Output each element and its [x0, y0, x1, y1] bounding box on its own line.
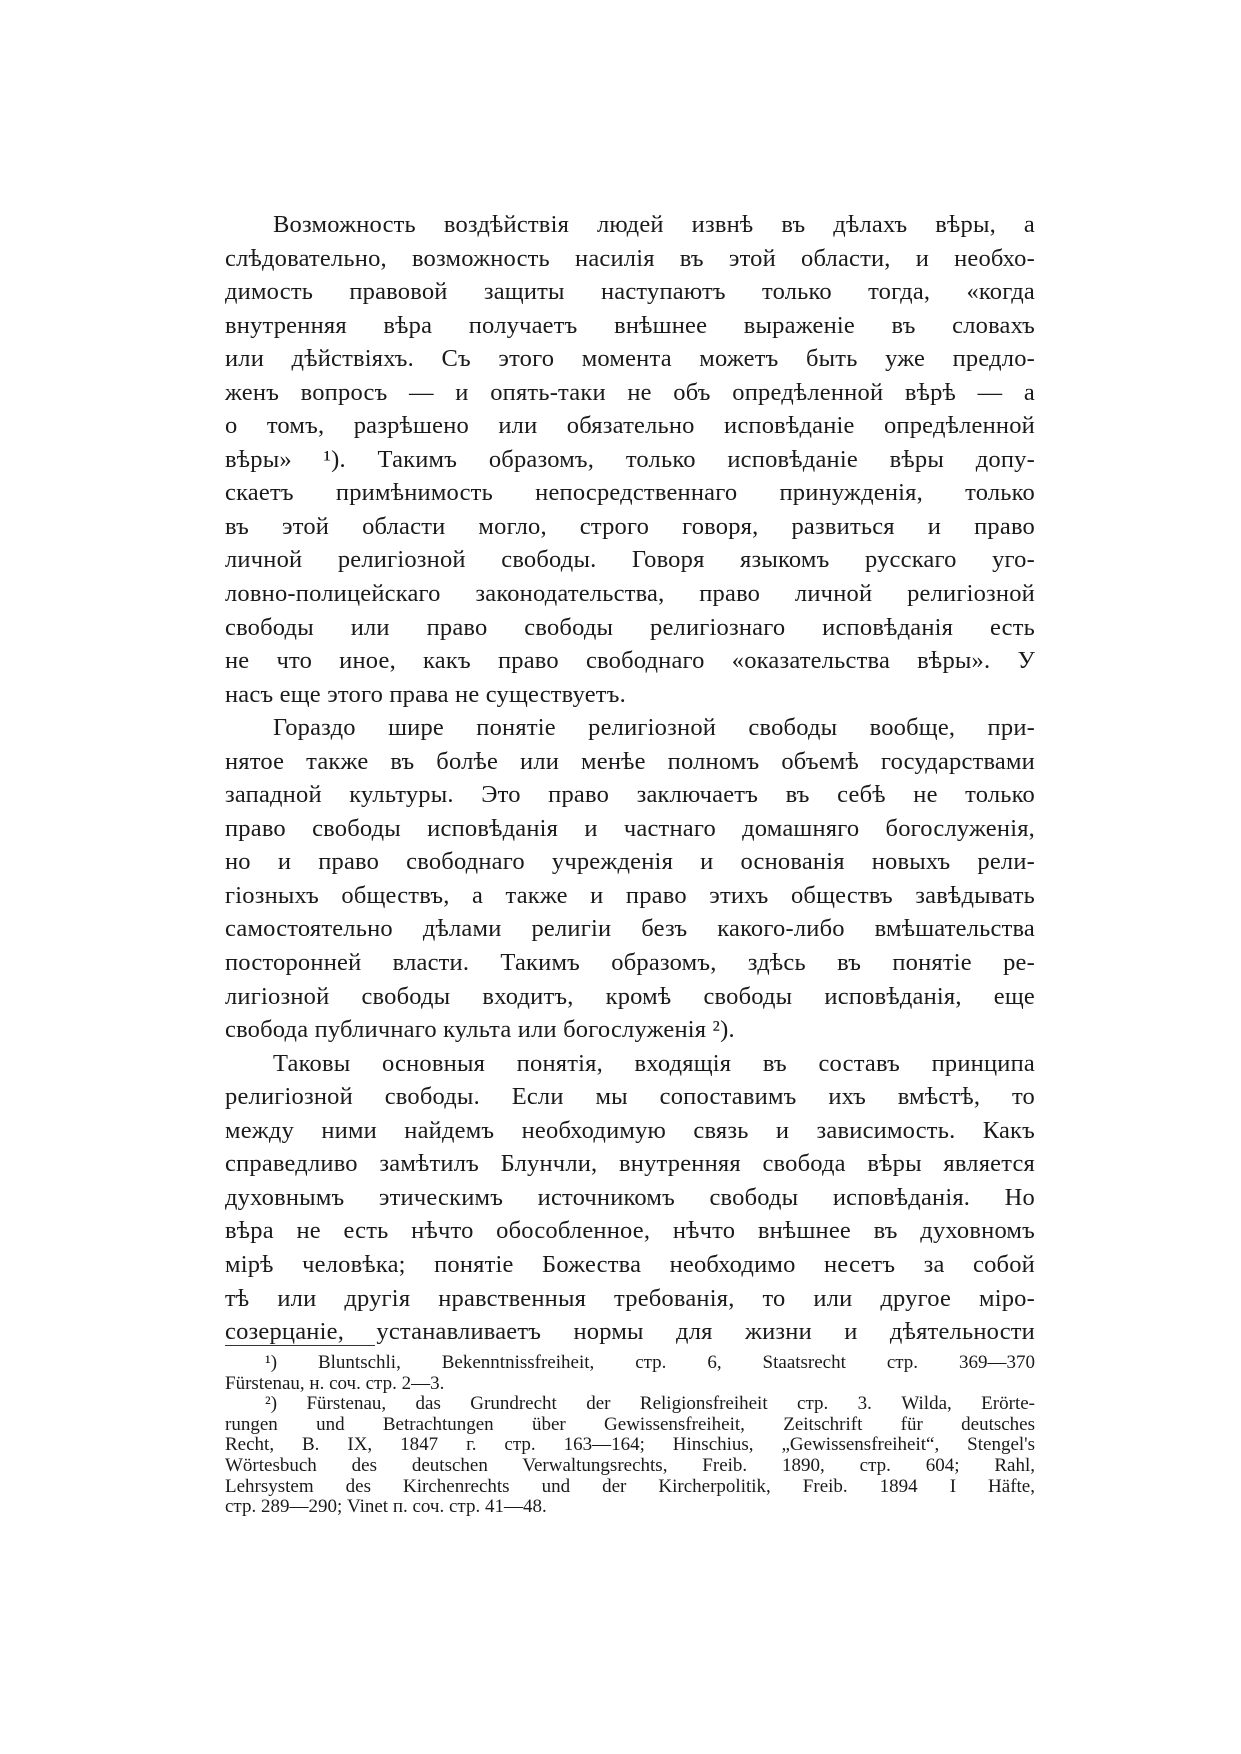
text-line: религіозной свободы. Если мы сопоставимъ ихъ вмѣстѣ, то [225, 1083, 1035, 1111]
text-line: свобода публичнаго культа или богослуженія ²). [225, 1016, 735, 1044]
text-line: мірѣ человѣка; понятіе Божества необходимо несетъ за собой [225, 1250, 1035, 1278]
text-line: самостоятельно дѣлами религіи безъ какого-либо вмѣшательства [225, 915, 1035, 943]
text-line: слѣдовательно, возможность насилія въ этой области, и необхо- [225, 244, 1035, 272]
footnote-separator [225, 1345, 375, 1346]
body-text [225, 208, 1035, 1349]
text-line: о томъ, разрѣшено или обязательно исповѣданіе опредѣленной [225, 412, 1035, 440]
text-line: свободы или право свободы религіознаго исповѣданія есть [225, 613, 1035, 641]
footnote-line: rungen und Betrachtungen über Gewissensfreiheit, Zeitschrift für deutsches [225, 1413, 1035, 1435]
text-line: Таковы основныя понятія, входящія въ составъ принципа [273, 1049, 1035, 1077]
text-line: западной культуры. Это право заключаетъ въ себѣ не только [225, 781, 1035, 809]
text-line: духовнымъ этическимъ источникомъ свободы исповѣданія. Но [225, 1183, 1035, 1211]
footnote-line: Lehrsystem des Kirchenrechts und der Kircherpolitik, Freib. 1894 I Häfte, [225, 1475, 1035, 1497]
text-line: лигіозной свободы входитъ, кромѣ свободы исповѣданія, еще [225, 982, 1035, 1010]
text-line: созерцаніе, устанавливаетъ нормы для жизни и дѣятельности [225, 1318, 1035, 1346]
text-line: димость правовой защиты наступаютъ только тогда, «когда [225, 278, 1035, 306]
text-line: внутренняя вѣра получаетъ внѣшнее выраженіе въ словахъ [225, 311, 1035, 339]
text-line: Гораздо шире понятіе религіозной свободы вообще, при- [273, 714, 1035, 742]
text-line: посторонней власти. Такимъ образомъ, здѣсь въ понятіе ре- [225, 949, 1035, 977]
text-line: Возможность воздѣйствія людей извнѣ въ дѣлахъ вѣры, а [273, 211, 1035, 238]
footnote-line: стр. 289—290; Vinet п. соч. стр. 41—48. [225, 1496, 547, 1518]
text-line: женъ вопросъ — и опять-таки не объ опредѣленной вѣрѣ — а [225, 378, 1035, 406]
footnote-line: Wörtesbuch des deutschen Verwaltungsrechts, Freib. 1890, стр. 604; Rahl, [225, 1454, 1035, 1476]
text-line: справедливо замѣтилъ Блунчли, внутренняя свобода вѣры является [225, 1150, 1035, 1178]
text-line: ловно-полицейскаго законодательства, право личной религіозной [225, 580, 1035, 608]
text-line: насъ еще этого права не существуетъ. [225, 680, 626, 708]
text-line: въ этой области могло, строго говоря, развиться и право [225, 512, 1035, 540]
text-line: право свободы исповѣданія и частнаго домашняго богослуженія, [225, 814, 1035, 842]
text-line: гіозныхъ обществъ, а также и право этихъ обществъ завѣдывать [225, 881, 1035, 909]
footnote-line: Recht, B. IX, 1847 г. стр. 163—164; Hinschius, „Gewissensfreiheit“, Stengel's [225, 1434, 1035, 1456]
text-line: тѣ или другія нравственныя требованія, то или другое міро- [225, 1284, 1035, 1312]
text-line: между ними найдемъ необходимую связь и зависимость. Какъ [225, 1116, 1035, 1144]
text-line: нятое также въ болѣе или менѣе полномъ объемѣ государствами [225, 747, 1035, 775]
text-line: или дѣйствіяхъ. Съ этого момента можетъ быть уже предло- [225, 345, 1035, 373]
text-line: скаетъ примѣнимость непосредственнаго принужденія, только [225, 479, 1035, 507]
text-line: не что иное, какъ право свободнаго «оказательства вѣры». У [225, 647, 1035, 675]
footnotes [225, 1353, 1035, 1518]
text-line: вѣра не есть нѣчто обособленное, нѣчто внѣшнее въ духовномъ [225, 1217, 1035, 1245]
text-line: но и право свободнаго учрежденія и основанія новыхъ рели- [225, 848, 1035, 876]
footnote-line: ²) Fürstenau, das Grundrecht der Religionsfreiheit стр. 3. Wilda, Erörte- [265, 1393, 1035, 1415]
text-line: вѣры» ¹). Такимъ образомъ, только исповѣданіе вѣры допу- [225, 445, 1035, 473]
footnote-line: Fürstenau, н. соч. стр. 2—3. [225, 1372, 445, 1394]
footnote-line: ¹) Bluntschli, Bekenntnissfreiheit, стр. 6, Staatsrecht стр. 369—370 [265, 1352, 1035, 1373]
text-line: личной религіозной свободы. Говоря языкомъ русскаго уго- [225, 546, 1035, 574]
